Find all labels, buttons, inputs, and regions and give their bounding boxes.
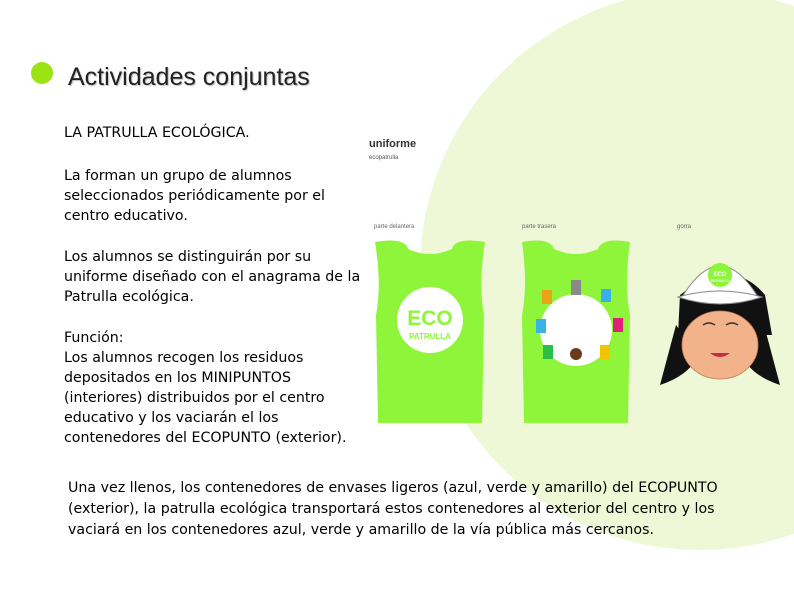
paragraph-function: Los alumnos recogen los residuos depositados en los MINIPUNTOS (interiores) distribuidos por el centro educativo y los vaciarán el los contenedores del ECOPUNTO (exterior). xyxy=(64,350,347,446)
cap-logo-bottom: PATRULLA xyxy=(710,279,730,283)
character-green xyxy=(543,345,553,359)
paragraph-uniform: Los alumnos se distinguirán por su uniforme diseñado con el anagrama de la Patrulla ecológica. xyxy=(64,249,361,305)
character-yellow xyxy=(600,345,610,359)
character-blue xyxy=(601,289,611,302)
bottom-paragraph: Una vez llenos, los contenedores de envases ligeros (azul, verde y amarillo) del ECOPUNTO (exterior), la patrulla ecológica transportará estos contenedores al exterior del centro y los vaciará en los contenedores azul, verde y amarillo de la vía pública más cercanos. xyxy=(68,480,718,538)
label-back: parte trasera xyxy=(522,224,557,230)
slide-title: Actividades conjuntas xyxy=(68,63,310,91)
uniform-subtitle: ecopatrulla xyxy=(369,155,399,161)
bullet-icon xyxy=(31,62,53,84)
logo-top-text: ECO xyxy=(407,307,453,330)
front-vest xyxy=(375,241,485,423)
back-vest xyxy=(522,241,630,423)
cap-logo-top: ECO xyxy=(713,272,727,278)
paragraph-group: La forman un grupo de alumnos seleccionados periódicamente por el centro educativo. xyxy=(64,168,325,224)
section-heading: LA PATRULLA ECOLÓGICA. xyxy=(64,125,250,141)
character-orange xyxy=(542,290,552,304)
function-label: Función: xyxy=(64,330,124,346)
uniform-title: uniforme xyxy=(369,138,417,150)
character-gray xyxy=(571,280,581,295)
character-hat xyxy=(570,348,582,360)
label-cap: gorra xyxy=(677,224,692,230)
label-front: parte delantera xyxy=(374,224,415,230)
logo-bottom-text: PATRULLA xyxy=(409,332,451,341)
uniform-illustration xyxy=(360,225,780,425)
character-cyan xyxy=(536,319,546,333)
character-pink xyxy=(613,318,623,332)
cap-figure xyxy=(660,263,780,385)
